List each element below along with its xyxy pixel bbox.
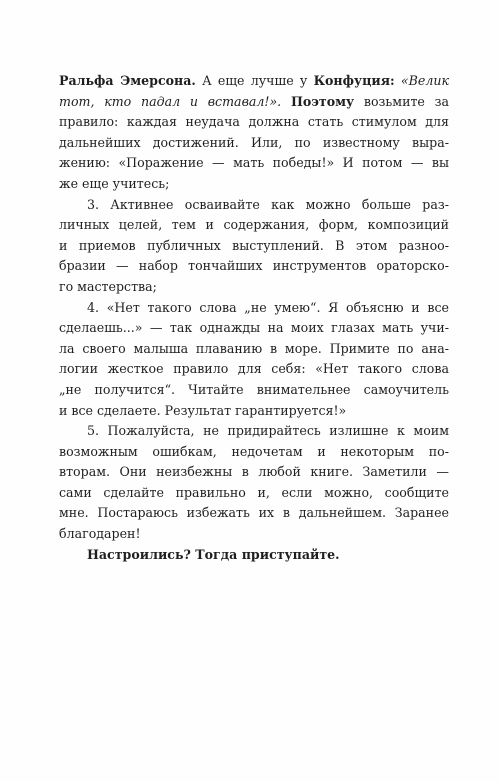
- closing-bold: Настроились? Тогда приступайте.: [87, 546, 340, 562]
- text-line: сами сделайте правильно и, если можно, сообщите: [59, 484, 449, 500]
- text-line: и приемов публичных выступлений. В этом разноо-: [59, 237, 449, 253]
- paragraph-3: [59, 298, 449, 422]
- text-run: А еще лучше у: [195, 73, 314, 88]
- text-line: благодарен!: [59, 526, 141, 542]
- text-line: [59, 71, 449, 92]
- author-name-confucius: Конфуция:: [313, 73, 395, 88]
- text-line: правило: каждая неудача должна стать стимулом для: [59, 114, 449, 130]
- text-line: 3. Активнее осваивайте как можно больше раз-: [87, 196, 449, 212]
- paragraph-2: [59, 195, 449, 298]
- text-line: бразии — набор тончайших инструментов ораторско-: [59, 258, 449, 274]
- page-text: [59, 71, 449, 565]
- text-line: возможным ошибкам, недочетам и некоторым по-: [59, 443, 449, 459]
- paragraph-4: [59, 421, 449, 545]
- text-run: [281, 94, 291, 109]
- text-line: 4. «Нет такого слова „не умею“. Я объясню и все: [87, 299, 449, 315]
- text-line: же еще учитесь;: [59, 175, 170, 191]
- text-line: жению: «Поражение — мать победы!» И потом — вы: [59, 155, 449, 171]
- text-line: дальнейших достижений. Или, по известному выра-: [59, 134, 449, 150]
- text-line: го мастерства;: [59, 278, 157, 294]
- text-line: 5. Пожалуйста, не придирайтесь излишне к моим: [87, 423, 449, 439]
- text-line: вторам. Они неизбежны в любой книге. Заметили —: [59, 464, 449, 480]
- author-name-emerson: Ральфа Эмерсона.: [59, 73, 196, 88]
- text-line: [59, 545, 449, 566]
- quote-italic: «Велик: [394, 73, 449, 88]
- text-line: сделаешь...» — так однажды на моих глазах мать учи-: [59, 320, 449, 336]
- text-run: возьмите за: [354, 93, 449, 109]
- closing-paragraph: [59, 545, 449, 566]
- text-line: мне. Постараюсь избежать их в дальнейшем. Заранее: [59, 505, 449, 521]
- emphasis-bold: Поэтому: [290, 93, 355, 109]
- text-line: и все сделаете. Результат гарантируется!»: [59, 402, 347, 418]
- text-line: личных целей, тем и содержания, форм, композиций: [59, 217, 449, 233]
- text-line: „не получится“. Читайте внимательнее самоучитель: [59, 381, 449, 397]
- text-line: логии жесткое правило для себя: «Нет такого слова: [59, 361, 449, 377]
- quote-italic: тот, кто падал и вставал!».: [59, 93, 282, 109]
- text-line: ла своего малыша плаванию в море. Примите по ана-: [59, 340, 449, 356]
- text-line: [59, 92, 449, 113]
- paragraph-1: [59, 71, 449, 195]
